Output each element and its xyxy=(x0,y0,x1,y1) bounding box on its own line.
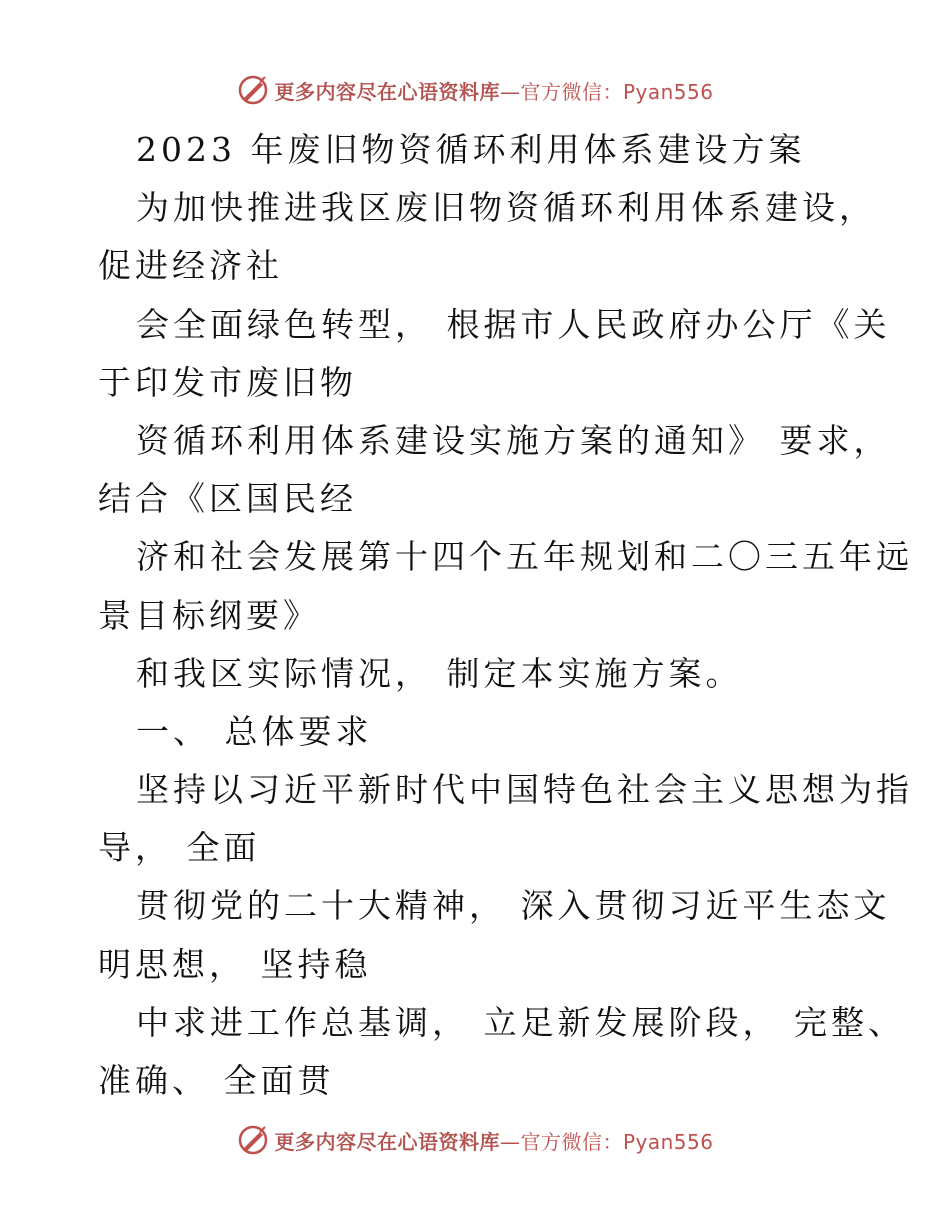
paragraph-line: 和我区实际情况， 制定本实施方案。 xyxy=(136,653,743,693)
paragraph-line: 促进经济社 xyxy=(98,246,283,286)
paragraph-line: 准确、 全面贯 xyxy=(98,1061,335,1100)
paragraph-line: 结合《区国民经 xyxy=(98,479,357,519)
watermark-contact: 官方微信：Pyan556 xyxy=(520,1129,714,1154)
document-title: 2023 年废旧物资循环利用体系建设方案 xyxy=(136,130,806,169)
paragraph-line: 济和社会发展第十四个五年规划和二〇三五年远 xyxy=(136,537,913,577)
watermark-contact: 官方微信：Pyan556 xyxy=(520,79,714,104)
paragraph-line: 导， 全面 xyxy=(98,828,261,868)
watermark-brand: 更多内容尽在心语资料库 xyxy=(274,79,500,104)
watermark-text xyxy=(274,1126,713,1155)
watermark-separator: — xyxy=(499,1129,521,1154)
paragraph-line: 坚持以习近平新时代中国特色社会主义思想为指 xyxy=(136,770,913,810)
paragraph-line: 明思想， 坚持稳 xyxy=(98,944,372,984)
paragraph-line: 资循环利用体系建设实施方案的通知》 要求， xyxy=(136,420,891,460)
section-heading: 一、 总体要求 xyxy=(136,711,373,751)
paragraph-line: 贯彻党的二十大精神， 深入贯彻习近平生态文 xyxy=(136,886,891,926)
paragraph-line: 会全面绿色转型， 根据市人民政府办公厅《关 xyxy=(136,304,891,344)
header-watermark xyxy=(0,70,950,110)
pen-logo-icon xyxy=(236,1123,270,1157)
watermark-brand: 更多内容尽在心语资料库 xyxy=(274,1129,500,1154)
paragraph-line: 景目标纲要》 xyxy=(98,595,320,635)
paragraph-line: 中求进工作总基调， 立足新发展阶段， 完整、 xyxy=(136,1002,905,1042)
document-body xyxy=(98,121,913,1110)
pen-logo-icon xyxy=(236,73,270,107)
watermark-separator: — xyxy=(499,79,521,104)
footer-watermark xyxy=(0,1120,950,1160)
watermark-text xyxy=(274,76,713,105)
paragraph-line: 为加快推进我区废旧物资循环利用体系建设， xyxy=(136,188,876,228)
paragraph-line: 于印发市废旧物 xyxy=(98,362,357,402)
